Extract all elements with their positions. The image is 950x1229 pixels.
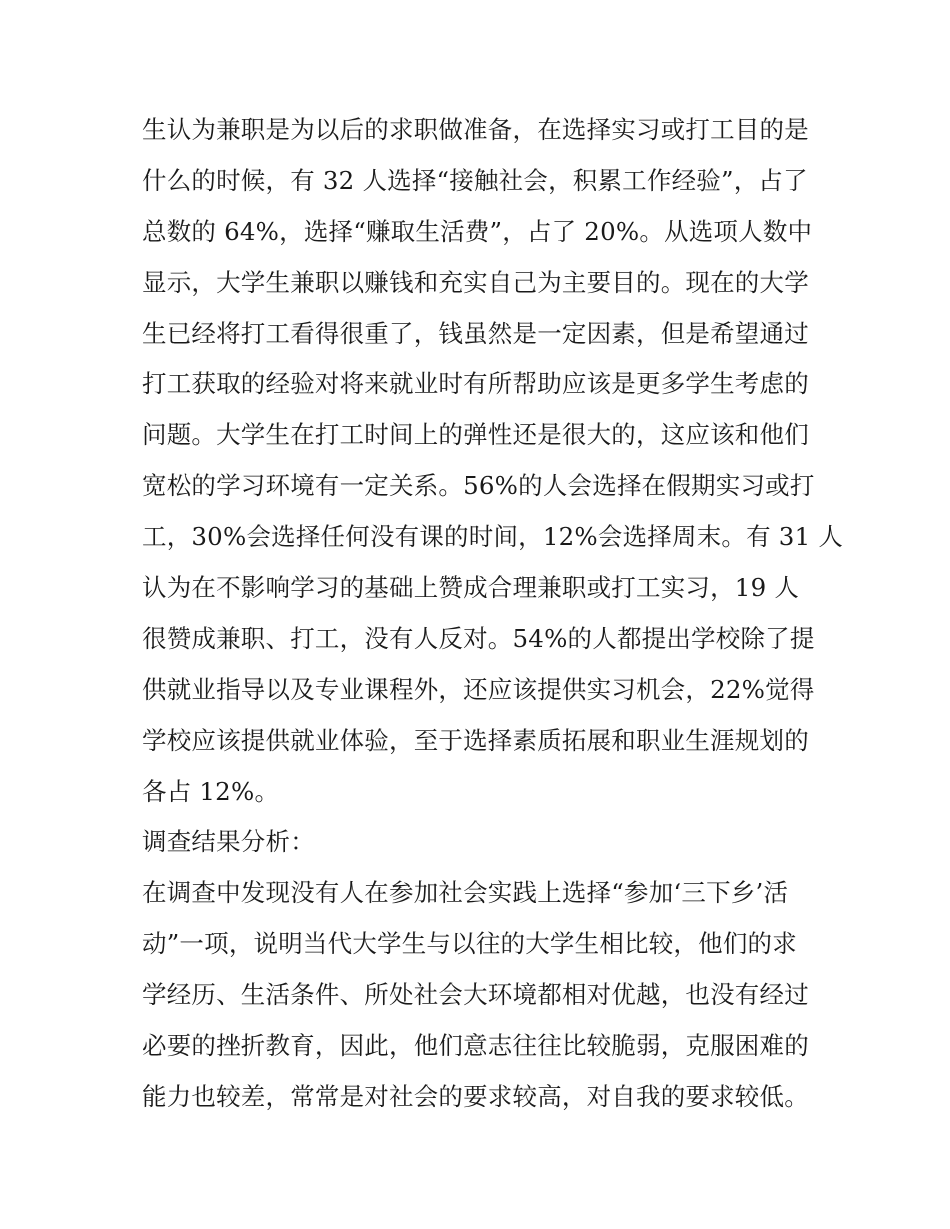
text-line: 工，30%会选择任何没有课的时间，12%会选择周末。有 31 人 (142, 522, 844, 552)
text-line: 宽松的学习环境有一定关系。56%的人会选择在假期实习或打 (142, 471, 815, 501)
text-line: 动”一项，说明当代大学生与以往的大学生相比较，他们的求 (142, 929, 797, 959)
text-line: 什么的时候，有 32 人选择“接触社会，积累工作经验”，占了 (142, 165, 808, 195)
text-line: 在调查中发现没有人在参加社会实践上选择“参加‘三下乡’活 (142, 878, 789, 908)
text-line: 显示，大学生兼职以赚钱和充实自己为主要目的。现在的大学 (142, 267, 809, 297)
text-line: 打工获取的经验对将来就业时有所帮助应该是更多学生考虑的 (142, 369, 809, 399)
body-text (142, 108, 844, 1126)
text-line: 学校应该提供就业体验，至于选择素质拓展和职业生涯规划的 (142, 725, 809, 755)
text-line: 能力也较差，常常是对社会的要求较高，对自我的要求较低。 (142, 1081, 809, 1111)
text-line: 供就业指导以及专业课程外，还应该提供实习机会，22%觉得 (142, 674, 815, 704)
text-line: 必要的挫折教育，因此，他们意志往往比较脆弱，克服困难的 (142, 1031, 809, 1061)
section-heading: 调查结果分析： (142, 827, 315, 857)
text-line: 生已经将打工看得很重了，钱虽然是一定因素，但是希望通过 (142, 318, 809, 348)
text-line: 很赞成兼职、打工，没有人反对。54%的人都提出学校除了提 (142, 623, 815, 653)
text-line: 生认为兼职是为以后的求职做准备，在选择实习或打工目的是 (142, 115, 809, 144)
text-line: 学经历、生活条件、所处社会大环境都相对优越，也没有经过 (142, 980, 809, 1010)
text-line: 认为在不影响学习的基础上赞成合理兼职或打工实习，19 人 (142, 573, 800, 603)
text-line: 总数的 64%，选择“赚取生活费”，占了 20%。从选项人数中 (142, 216, 813, 246)
text-line: 各占 12%。 (142, 776, 280, 806)
text-line: 问题。大学生在打工时间上的弹性还是很大的，这应该和他们 (142, 420, 809, 450)
